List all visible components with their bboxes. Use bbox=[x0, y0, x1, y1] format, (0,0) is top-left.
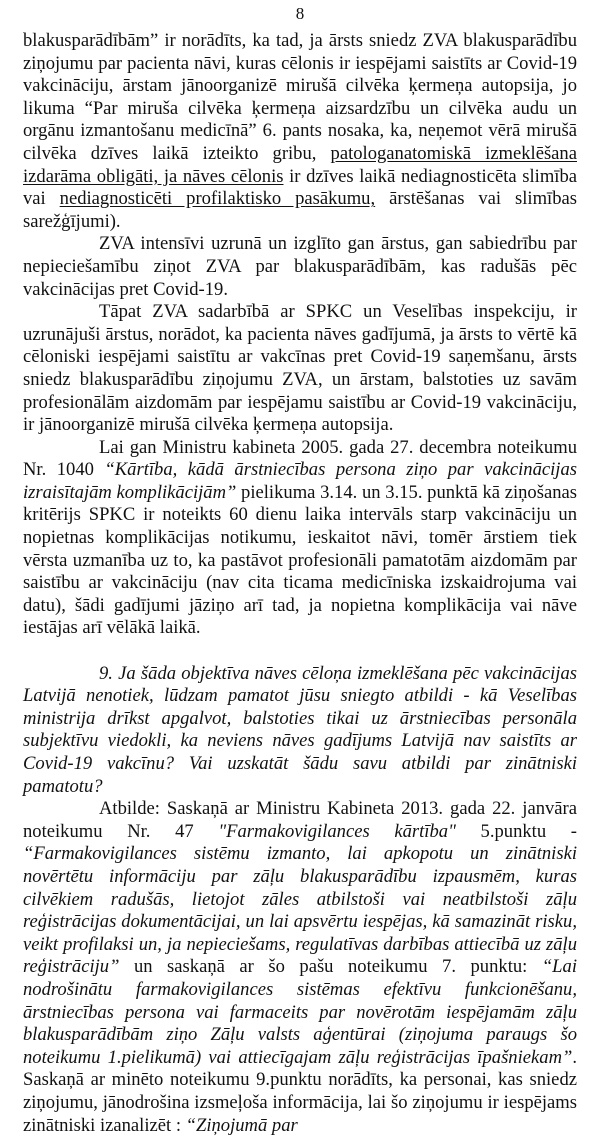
italic-citation: “Farmakovigilances sistēmu izmanto, lai apkopotu un zinātniski novērtētu informāciju par zāļu blakusparādību izpausmēm, kuras cilvēkiem radušās, lietojot zāles atbilstoši vai neatbilstoši zāļu reģistrācijas dokumentācijai, un lai apsvērtu iespējas, kā samazināt risku, veikt profilaksi un, ja nepieciešams, regulatīvas darbības attiecībā uz zāļu reģistrāciju” bbox=[23, 843, 577, 978]
text-run: ārstēšanas vai slimības sarežģījumi). bbox=[23, 188, 577, 232]
paragraph-regulation-1040 bbox=[23, 437, 577, 640]
text-run: un saskaņā ar šo pašu noteikumu 7. punktu: bbox=[119, 956, 542, 978]
text-run: Lai gan Ministru kabineta 2005. gada 27. decembra noteikumu Nr. 1040 bbox=[23, 436, 577, 481]
question-text: 9. Ja šāda objektīva nāves cēloņa izmeklēšana pēc vakcinācijas Latvijā nenotiek, lūdzam pamatot jūsu sniegto atbildi - kā Veselības ministrija drīkst apgalvot, balstoties tikai uz ārstniecības personāla subjektīvu viedokli, ka neviens nāves gadījums Latvijā nav saistīts ar Covid-19 vakcīnu? Vai uzskatāt šādu savu atbildi par zinātniski pamatotu? bbox=[23, 662, 577, 797]
italic-citation: “Kārtība, kādā ārstniecības persona ziņo par vakcinācijas izraisītajām komplikācijām” bbox=[23, 459, 577, 503]
question-9 bbox=[23, 663, 577, 799]
italic-citation: “Lai nodrošinātu farmakovigilances sistēmas efektīvu funkcionēšanu, ārstniecības persona vai farmaceits par novērotām iespējamām zāļu blakusparādībām ziņo Zāļu valsts aģentūrai (ziņojuma paraugs šo noteikumu 1.pielikumā) vai attiecīgajam zāļu reģistrācijas īpašniekam” bbox=[23, 956, 577, 1068]
text-run: blakusparādībām” ir norādīts, ka tad, ja ārsts sniedz ZVA blakusparādību ziņojumu par pacienta nāvi, kuras cēlonis ir iespējami saistīts ar Covid-19 vakcināciju, ārstam jānoorganizē mirušā cilvēka ķermeņa autopsija, jo likuma “Par miruša cilvēka ķermeņa aizsardzību un cilvēka audu un orgānu izmantošanu medicīnā” 6. pants nosaka, ka, neņemot vērā mirušā cilvēka dzīves laikā izteikto gribu, bbox=[23, 30, 577, 164]
underlined-text: nediagnosticēti profilaktisko pasākumu, bbox=[59, 188, 376, 210]
underlined-text: patologanatomiskā izmeklēšana izdarāma obligāti, ja nāves cēlonis bbox=[23, 142, 577, 187]
page-number: 8 bbox=[295, 4, 305, 23]
italic-citation: “Ziņojumā par bbox=[185, 1114, 298, 1136]
paragraph-spacer bbox=[23, 640, 577, 663]
text-run: Atbilde: Saskaņā ar Ministru Kabineta 2013. gada 22. janvāra noteikumu Nr. 47 bbox=[23, 798, 577, 842]
text-run: . Saskaņā ar minēto noteikumu 9.punktu norādīts, ka personai, kas sniedz ziņojumu, jānodrošina izsmeļoša informācija, lai šo ziņojumu ir iespējams zinātniski izanalizēt : bbox=[23, 1046, 577, 1136]
italic-citation: "Farmakovigilances kārtība" bbox=[218, 820, 456, 842]
answer-9 bbox=[23, 798, 577, 1137]
text-run: 5.punktu - bbox=[455, 820, 577, 842]
paragraph-zva-education: ZVA intensīvi uzrunā un izglīto gan ārstus, gan sabiedrību par nepieciešamību ziņot ZVA par blakusparādībām, kas radušās pēc vakcinācijas pret Covid-19. bbox=[23, 233, 577, 300]
document-body bbox=[23, 30, 577, 1137]
paragraph-autopsy-law bbox=[23, 30, 577, 233]
paragraph-zva-cooperation: Tāpat ZVA sadarbībā ar SPKC un Veselības inspekciju, ir uzrunājuši ārstus, norādot, ka pacienta nāves gadījumā, ja ārsts to vērtē kā cēloniski iespējami saistītu ar vakcīnas pret Covid-19 saņemšanu, ārsts sniedz blakusparādību ziņojumu ZVA, un ārstam, balstoties uz savām profesionālām aizdomām par iespējamu saistību ar Covid-19 vakcināciju, ir jānoorganizē mirušā cilvēka ķermeņa autopsija. bbox=[23, 301, 577, 436]
text-run: ir dzīves laikā nediagnosticēta slimība vai bbox=[23, 165, 577, 210]
text-run: pielikuma 3.14. un 3.15. punktā kā ziņošanas kritērijs SPKC ir noteikts 60 dienu laika intervāls starp vakcināciju un nopietnas komplikācijas notikumu, ieskaitot nāvi, tomēr ārstiem tiek vērsta uzmanība uz to, ka pastāvot profesionāli pamatotām aizdomām par saistību ar vakcināciju (nav cita ticama medicīniska izskaidrojuma vai datu), šādi gadījumi jāziņo arī tad, ja nopietna komplikācija vai nāve iestājas arī vēlākā laikā. bbox=[23, 481, 577, 639]
